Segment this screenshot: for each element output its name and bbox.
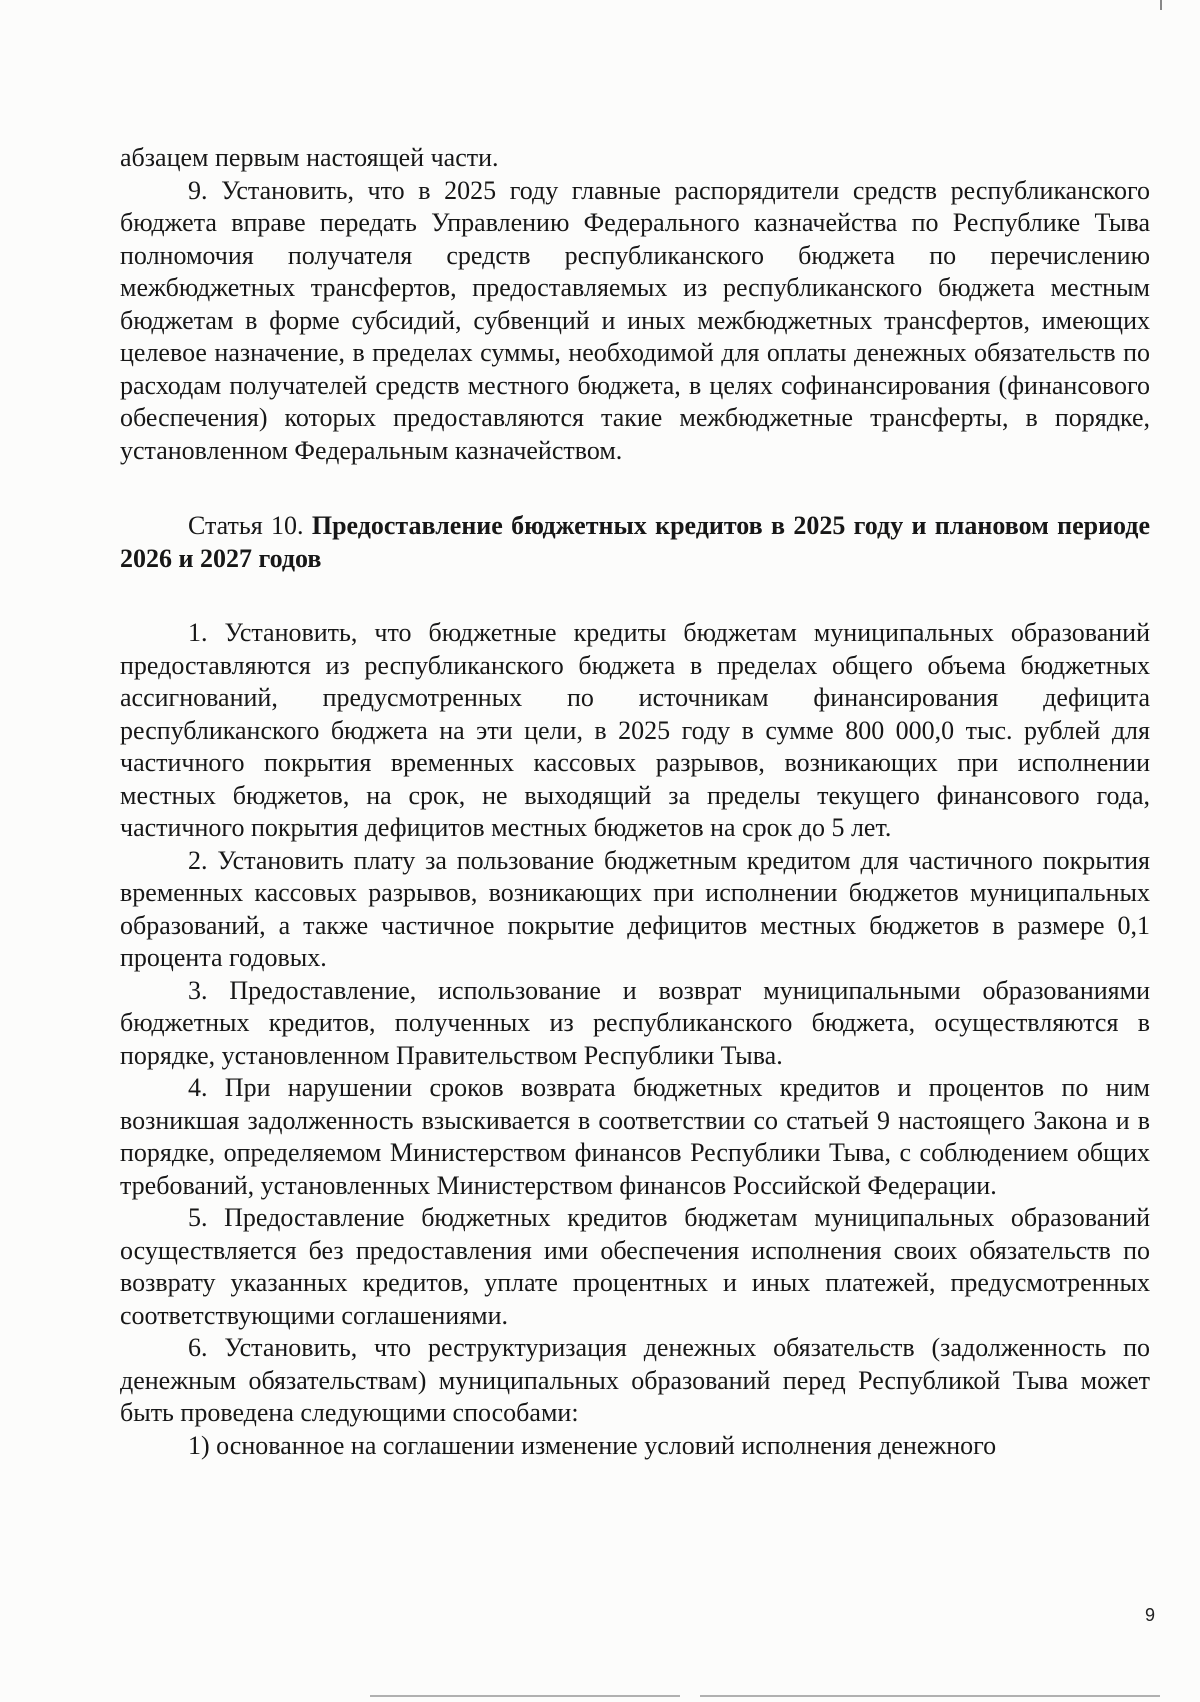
article-heading (120, 509, 1150, 575)
paragraph-continuation: абзацем первым настоящей части. (120, 143, 499, 172)
article-title: Предоставление бюджетных кредитов в 2025 году и плановом периоде 2026 и 2027 годов (120, 511, 1150, 573)
paragraph-9: 9. Установить, что в 2025 году главные распорядители средств республиканского бюджета вправе передать Управлению Федерального казначейства по Республике Тыва полномочия получателя средств республиканского бюджета по перечислению межбюджетных трансфертов, предоставляемых из республиканского бюджета местным бюджетам в форме субсидий, субвенций и иных межбюджетных трансфертов, имеющих целевое назначение, в пределах суммы, необходимой для оплаты денежных обязательств по расходам получателей средств местного бюджета, в целях софинансирования (финансового обеспечения) которых предоставляются такие межбюджетные трансферты, в порядке, установленном Федеральным казначейством. (120, 175, 1150, 465)
paragraph-2: 2. Установить плату за пользование бюджетным кредитом для частичного покрытия временных кассовых разрывов, возникающих при исполнении бюджетов муниципальных образований, а также частичное покрытие дефицитов местных бюджетов в размере 0,1 процента годовых. (120, 845, 1150, 972)
scan-edge-mark (1160, 0, 1162, 10)
scan-bottom-line-left (370, 1695, 680, 1697)
paragraph-6: 6. Установить, что реструктуризация денежных обязательств (задолженность по денежным обязательствам) муниципальных образований перед Республикой Тыва может быть проведена следующими способами: (120, 1333, 1150, 1427)
document-body (120, 142, 1150, 1462)
page-number: 9 (1144, 1605, 1155, 1625)
paragraph-1: 1. Установить, что бюджетные кредиты бюджетам муниципальных образований предоставляются из республиканского бюджета в пределах общего объема бюджетных ассигнований, предусмотренных по источникам финансирования дефицита республиканского бюджета на эти цели, в 2025 году в сумме 800 000,0 тыс. рублей для частичного покрытия временных кассовых разрывов, возникающих при исполнении местных бюджетов, на срок, не выходящий за пределы текущего финансового года, частичного покрытия дефицитов местных бюджетов на срок до 5 лет. (120, 618, 1150, 842)
paragraph-3: 3. Предоставление, использование и возврат муниципальными образованиями бюджетных кредитов, полученных из республиканского бюджета, осуществляются в порядке, установленном Правительством Республики Тыва. (120, 975, 1150, 1070)
paragraph-4: 4. При нарушении сроков возврата бюджетных кредитов и процентов по ним возникшая задолженность взыскивается в соответствии со статьей 9 настоящего Закона и в порядке, определяемом Министерством финансов Республики Тыва, с соблюдением общих требований, установленных Министерством финансов Российской Федерации. (120, 1073, 1150, 1200)
paragraph-5: 5. Предоставление бюджетных кредитов бюджетам муниципальных образований осуществляется без предоставления ими обеспечения исполнения своих обязательств по возврату указанных кредитов, уплате процентных и иных платежей, предусмотренных соответствующими соглашениями. (120, 1203, 1150, 1330)
scan-bottom-line-right (700, 1695, 1160, 1697)
paragraph-6-item-1: 1) основанное на соглашении изменение условий исполнения денежного (188, 1430, 997, 1460)
article-number: Статья 10. (188, 511, 312, 540)
